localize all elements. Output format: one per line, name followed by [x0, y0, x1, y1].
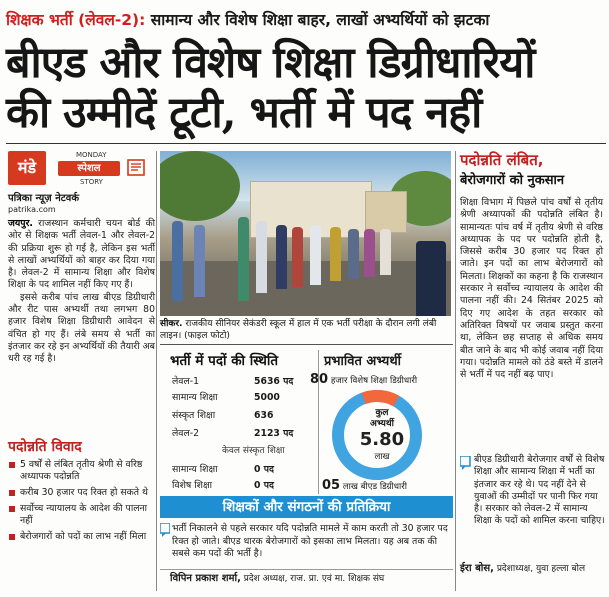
status-heading: भर्ती में पदों की स्थिति [170, 353, 279, 369]
right-subheading: बेरोजगारों को नुकसान [460, 173, 565, 188]
special-label: हजार विशेष शिक्षा डिग्रीधारी [330, 376, 418, 386]
status-value: 636 [254, 410, 274, 421]
speaker-role: प्रदेश अध्यक्ष, राज. प्रा. एवं मा. शिक्षक संघ [243, 574, 385, 584]
badge-bottom-text: STORY [80, 178, 103, 186]
status-row [172, 463, 312, 476]
bed-label: लाख बीएड डिग्रीधारी [342, 482, 408, 492]
headline-line-2: की उम्मीदें टूटी, भर्ती में पद नहीं [6, 88, 482, 138]
status-row [172, 427, 312, 440]
bullet-icon [9, 490, 15, 496]
photo-person [194, 225, 205, 297]
photo-building [365, 191, 407, 233]
photo-queue [160, 151, 451, 316]
bullet-icon [9, 506, 15, 512]
kicker-text: सामान्य और विशेष शिक्षा बाहर, लाखों अभ्यर्थियों को झटका [150, 11, 490, 29]
ring-total-unit: लाख [374, 452, 390, 462]
kicker-label: शिक्षक भर्ती (लेवल-2): [6, 11, 146, 29]
left-body [8, 218, 155, 366]
left-paragraph-2: इससे करीब पांच लाख बीएड डिग्रीधारी और रीट पास अभ्यर्थी तथा लगभग 80 हजार विशेष शिक्षा डिग्रीधारी आवेदन से वंचित हो गए हैं। लंबे समय से भर्ती का इंतजार कर रहे इन अभ्यर्थियों की तैयारी अब धरी रह गई है। [8, 291, 155, 365]
badge-monday-label: मंडे [8, 151, 46, 185]
affected-heading: प्रभावित अभ्यर्थी [324, 354, 401, 369]
bullet-icon [9, 462, 15, 468]
ring-special-segment [364, 396, 397, 401]
vivad-list [8, 459, 158, 547]
newspaper-icon [126, 157, 148, 179]
status-row [172, 391, 312, 404]
photo-person [238, 217, 249, 301]
monday-special-badge [8, 151, 150, 187]
right-speaker-name: ईरा बोस, [460, 563, 494, 574]
photo-person [330, 227, 341, 281]
photo-person [364, 229, 375, 277]
status-row [172, 375, 312, 388]
status-note: केवल संस्कृत शिक्षा [222, 446, 285, 456]
site-link[interactable]: patrika.com [8, 205, 56, 214]
quote-rule [160, 569, 453, 570]
vivad-item-3: सर्वोच्च न्यायालय के आदेश की पालना नहीं [20, 503, 148, 526]
caption-text: राजकीय सीनियर सेकंडरी स्कूल में हाल में एक भर्ती परीक्षा के दौरान लगी लंबी लाइन। (फाइल फोटो) [160, 319, 437, 341]
photo-person [380, 229, 391, 275]
kicker [6, 6, 606, 34]
caption-place: सीकर. [160, 319, 183, 329]
ring-total-label-1: कुल [375, 408, 389, 418]
column-divider-left [156, 151, 157, 591]
headline [6, 38, 606, 138]
infobox-top-rule [160, 344, 453, 345]
ring-total-value: 5.80 [359, 429, 405, 450]
list-item [8, 459, 158, 483]
list-item [8, 487, 158, 499]
vivad-item-2: करीब 30 हजार पद रिक्त हो सकते थे [20, 487, 148, 498]
photo-person [348, 229, 359, 279]
photo-person [172, 221, 183, 301]
column-divider-right [455, 151, 456, 591]
status-value: 5000 [254, 392, 280, 403]
right-heading: पदोन्नति लंबित, [460, 151, 544, 169]
status-value: 0 पद [254, 480, 274, 491]
right-speaker-role: प्रदेशाध्यक्ष, युवा हल्ला बोल [496, 564, 586, 574]
status-value: 0 पद [254, 464, 274, 475]
affected-special-label [310, 372, 417, 387]
photo-person [276, 225, 287, 289]
right-speaker [460, 563, 606, 575]
reaction-speaker [170, 573, 453, 585]
badge-top-text: MONDAY [76, 151, 107, 159]
ring-center [352, 408, 412, 462]
byline: पत्रिका न्यूज़ नेटवर्क [8, 193, 80, 204]
photo-person [310, 225, 321, 285]
ring-total-label-2: अभ्यर्थी [370, 419, 394, 429]
bullet-icon [9, 534, 15, 540]
status-key: सामान्य शिक्षा [172, 464, 218, 475]
dateline: जयपुर. [8, 218, 33, 229]
status-value: 5636 पद [254, 376, 294, 387]
affected-bed-label [322, 478, 407, 493]
left-paragraph-1: राजस्थान कर्मचारी चयन बोर्ड की ओर से शिक्षक भर्ती लेवल-1 और लेवल-2 की प्रक्रिया शुरू हो गई है, लेकिन इस भर्ती से लाखों अभ्यर्थियों को बाहर कर दिया गया है। लेवल-2 में सामान्य शिक्षा और विशेष शिक्षा के पद शामिल नहीं किए गए हैं। [8, 218, 155, 291]
status-key: संस्कृत शिक्षा [172, 410, 216, 421]
bed-count: 05 [322, 478, 341, 493]
photo-person [292, 227, 303, 287]
right-quote: बीएड डिग्रीधारी बेरोजगार वर्षों से विशेष शिक्षा और सामान्य शिक्षा में भर्ती का इंतजार कर रहे थे। पद नहीं देने से युवाओं की उम्मीदों पर पानी फिर गया है। सरकार को लेवल-2 में सामान्य शिक्षा के पदों को शामिल करना चाहिए। [474, 454, 605, 527]
photo-caption [160, 318, 451, 342]
list-item [8, 531, 158, 543]
reaction-quote: भर्ती निकालने से पहले सरकार यदि पदोन्नति मामले में काम करती तो 30 हजार पद रिक्त हो जाते। बीएड धारक बेरोजगारों को इसका लाभ मिलता। यह अब तक की सबसे कम पदों की भर्ती है। [172, 523, 448, 559]
headline-rule [6, 143, 606, 144]
status-value: 2123 पद [254, 428, 294, 439]
photo-tree [160, 151, 240, 221]
badge-special-label: स्पेशल [58, 161, 120, 176]
photo-person [256, 221, 267, 293]
photo-person [416, 241, 446, 316]
speaker-name: विपिन प्रकाश शर्मा, [170, 573, 241, 584]
status-row [172, 409, 312, 422]
special-count: 80 [310, 372, 329, 387]
status-key: सामान्य शिक्षा [172, 392, 218, 403]
reaction-band: शिक्षकों और संगठनों की प्रतिक्रिया [160, 496, 453, 518]
badge-special-story [52, 151, 148, 185]
status-key: लेवल-1 [172, 376, 200, 387]
vivad-item-4: बेरोजगारों को पदों का लाभ नहीं मिला [20, 531, 147, 542]
status-key: विशेष शिक्षा [172, 480, 213, 491]
right-body: शिक्षा विभाग में पिछले पांच वर्षों से तृतीय श्रेणी अध्यापकों की पदोन्नति लंबित है। सामान्यतः पांच वर्ष में तृतीय श्रेणी से वरिष्ठ अध्यापक के पद पर पदोन्नति होती है, जिससे करीब 30 हजार पद रिक्त हो जाते। इन पदों का लाभ बेरोजगारों को मिलता। शिक्षकों का कहना है कि राजस्थान सरकार ने सर्वोच्च न्यायालय के आदेश की पालना नहीं की। 24 सितंबर 2025 को दिए गए आदेश के तहत सरकार को अतिरिक्त विषयों पर जवाब प्रस्तुत करना था, लेकिन छह सप्ताह से अधिक समय बीत जाने के बाद भी कोई जवाब नहीं दिया गया। पदोन्नति मामले को ठंडे बस्ते में डालने से भर्ती में पद नहीं बढ़ पाए। [460, 197, 603, 381]
vivad-heading: पदोन्नति विवाद [8, 439, 82, 455]
vivad-item-1: 5 वर्षों से लंबित तृतीय श्रेणी से वरिष्ठ अध्यापक पदोन्नति [20, 459, 143, 482]
list-item [8, 503, 158, 527]
headline-line-1: बीएड और विशेष शिक्षा डिग्रीधारियों [6, 38, 535, 88]
speech-bubble-icon [160, 523, 170, 537]
status-row [172, 479, 312, 492]
status-key: लेवल-2 [172, 428, 200, 439]
